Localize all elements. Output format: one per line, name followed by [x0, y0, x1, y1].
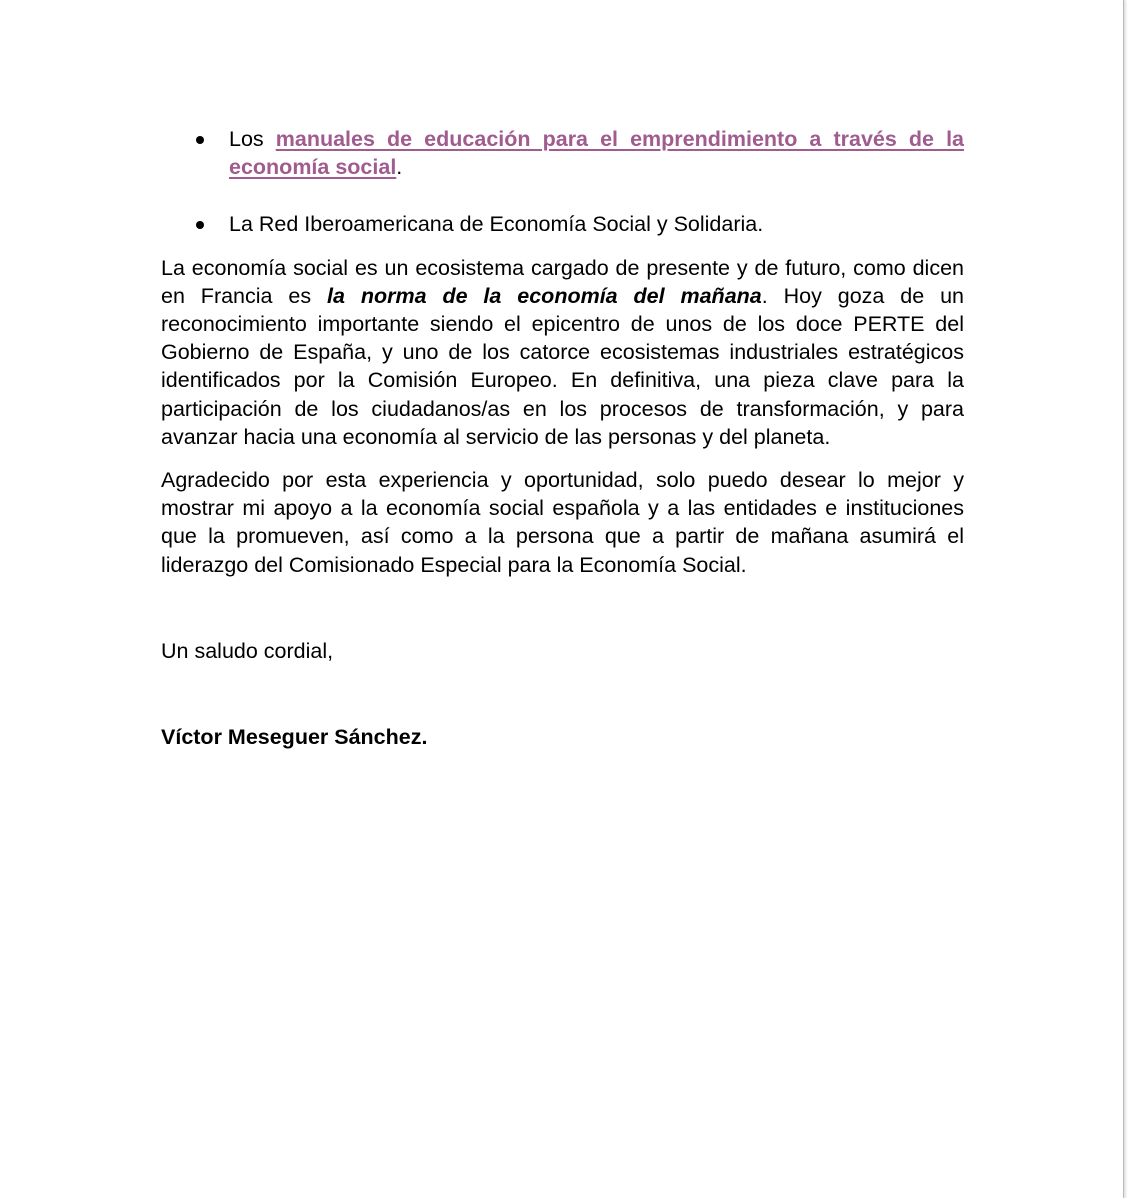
document-body [161, 125, 964, 751]
bullet-text: La Red Iberoamericana de Economía Social y Solidaria. [229, 212, 764, 237]
manuales-link[interactable]: manuales de educación para el emprendimiento a través de la economía social [229, 127, 965, 180]
paragraph1-part1: La economía social es un ecosistema cargado de presente y de futuro, como dicen en Francia es [161, 255, 964, 308]
bullet-item-manuales [161, 125, 964, 181]
bullet-dot-icon [196, 221, 204, 229]
bullet-dot-icon [196, 136, 204, 144]
bullet-item-red-iberoamericana [161, 210, 964, 238]
greeting: Un saludo cordial, [161, 638, 334, 663]
bullet-prefix: Los [229, 127, 276, 151]
bullet-suffix: . [396, 155, 403, 180]
paragraph-agradecido: Agradecido por esta experiencia y oportunidad, solo puedo desear lo mejor y mostrar mi apoyo a la economía social española y a las entidades e instituciones que la promueven, así como a la persona que a partir de mañana asumirá el liderazgo del Comisionado Especial para la Economía Social. [161, 468, 964, 577]
bullet-list [161, 125, 964, 239]
signature: Víctor Meseguer Sánchez. [161, 725, 428, 750]
paragraph1-part2: . Hoy goza de un reconocimiento importante siendo el epicentro de unos de los doce PERTE del Gobierno de España, y uno de los catorce ecosistemas industriales estratégicos identificados por la Comisión Europeo. En definitiva, una pieza clave para la participación de los ciudadanos/as en los procesos de transformación, y para avanzar hacia una economía al servicio de las personas y del planeta. [161, 283, 964, 449]
paragraph-economia-social [161, 254, 964, 451]
paragraph1-emphasis: la norma de la economía del mañana [327, 283, 762, 308]
